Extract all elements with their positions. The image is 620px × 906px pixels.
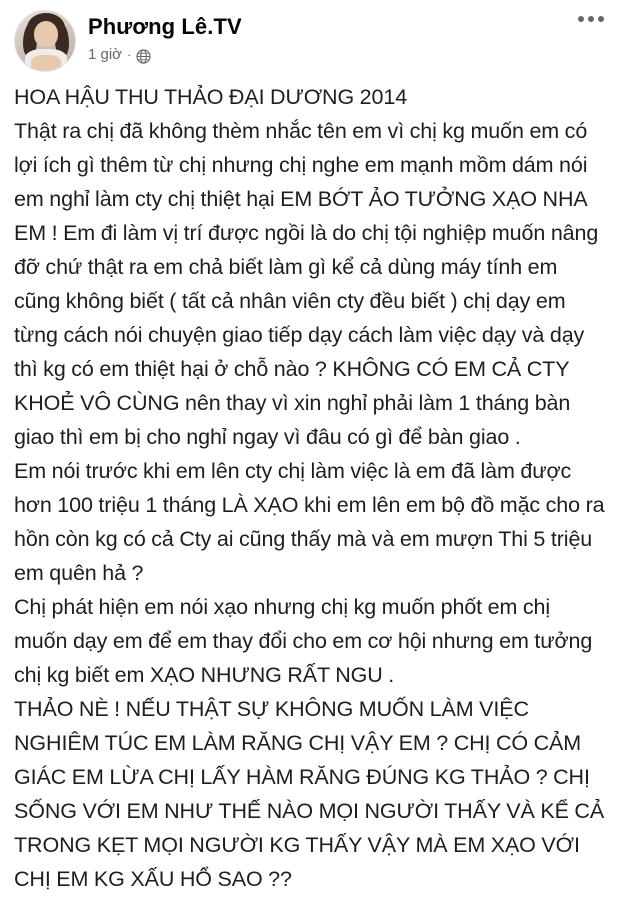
post-paragraph: Thật ra chị đã không thèm nhắc tên em vì chị kg muốn em có lợi ích gì thêm từ chị nhưng chị nghe em mạnh mồm dám nói em nghỉ làm cty chị thiệt hại EM BỚT ẢO TƯỞNG XẠO NHA EM ! Em đi làm vị trí được ngồi là do chị tội nghiệp muốn nâng đỡ chứ thật ra em chả biết làm gì kể cả dùng máy tính em cũng không biết ( tất cả nhân viên cty đều biết ) chị dạy em từng cách nói chuyện giao tiếp dạy cách làm việc dạy và dạy thì kg có em thiệt hại ở chỗ nào ? KHÔNG CÓ EM CẢ CTY KHOẺ VÔ CÙNG nên thay vì xin nghỉ phải làm 1 tháng bàn giao thì em bị cho nghỉ ngay vì đâu có gì để bàn giao . [14,119,599,449]
page-name[interactable]: Phương Lê.TV [88,14,242,39]
dot-3 [598,16,604,22]
post-header [0,0,620,76]
avatar[interactable] [14,10,76,72]
post-paragraph: Em nói trước khi em lên cty chị làm việc là em đã làm được hơn 100 triệu 1 tháng LÀ XẠO khi em lên em bộ đồ mặc cho ra hồn còn kg có cả Cty ai cũng thấy mà và em mượn Thi 5 triệu em quên hả ? [14,459,605,585]
post-header-text [88,10,606,63]
post-meta [88,46,606,63]
meta-separator: · [127,47,132,63]
more-options-icon[interactable] [578,16,604,22]
post-paragraph: Chị phát hiện em nói xạo nhưng chị kg muốn phốt em chị muốn dạy em để em thay đổi cho em cơ hội nhưng em tưởng chị kg biết em XẠO NHƯNG RẤT NGU . [14,595,593,687]
post-paragraph: THẢO NÈ ! NẾU THẬT SỰ KHÔNG MUỐN LÀM VIỆC NGHIÊM TÚC EM LÀM RĂNG CHỊ VẬY EM ? CHỊ CÓ CẢM GIÁC EM LỪA CHỊ LẤY HÀM RĂNG ĐÚNG KG THẢO ? CHỊ SỐNG VỚI EM NHƯ THẾ NÀO MỌI NGƯỜI THẤY VÀ KỂ CẢ TRONG KẸT MỌI NGƯỜI KG THẤY VẬY MÀ EM XẠO VỚI CHỊ EM KG XẤU HỔ SAO ?? [14,697,605,891]
dot-1 [578,16,584,22]
globe-icon[interactable] [136,49,151,64]
post-paragraph-title: HOA HẬU THU THẢO ĐẠI DƯƠNG 2014 [14,85,408,109]
dot-2 [588,16,594,22]
avatar-face [34,21,58,47]
post-timestamp[interactable]: 1 giờ [88,46,123,64]
avatar-arm [31,55,61,71]
post-body [0,76,620,906]
